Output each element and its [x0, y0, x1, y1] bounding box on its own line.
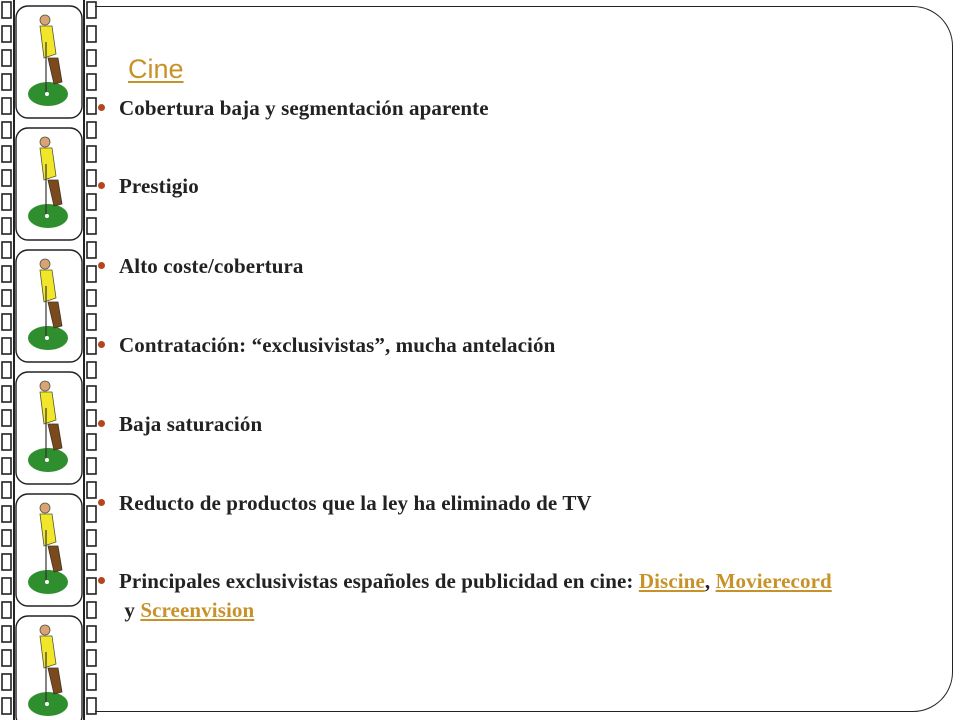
separator: ,: [704, 569, 711, 593]
bullet-marker: [98, 262, 105, 269]
bullet-item: [98, 252, 304, 281]
bullet-text: Prestigio: [119, 174, 199, 198]
bullet-text: [119, 567, 949, 625]
bullet-item: [98, 94, 489, 123]
screenvision-link[interactable]: Screenvision: [140, 598, 255, 622]
bullet-text: Baja saturación: [119, 412, 263, 436]
golfer-icon: [16, 250, 82, 362]
bullet-text: Cobertura baja y segmentación aparente: [119, 96, 489, 120]
bullet-marker: [98, 341, 105, 348]
bullet-item: [98, 410, 262, 439]
bullet-marker: [98, 499, 105, 506]
bullet-text-prefix: Principales exclusivistas españoles de publicidad en cine:: [119, 569, 639, 593]
bullet-item: [98, 172, 199, 201]
bullet-item: [98, 489, 592, 518]
bullet-text: Alto coste/cobertura: [119, 254, 304, 278]
golfer-icon: [16, 494, 82, 606]
golfer-icon: [16, 128, 82, 240]
discine-link[interactable]: Discine: [638, 569, 705, 593]
bullet-item: [98, 567, 949, 625]
bullet-marker: [98, 420, 105, 427]
bullet-item: [98, 331, 555, 360]
movierecord-link[interactable]: Movierecord: [715, 569, 832, 593]
golfer-icon: [16, 6, 82, 118]
slide-title[interactable]: Cine: [128, 54, 184, 84]
golfer-icon: [16, 372, 82, 484]
bullet-marker: [98, 182, 105, 189]
bullet-text: Contratación: “exclusivistas”, mucha antelación: [119, 333, 556, 357]
bullet-marker: [98, 577, 105, 584]
filmstrip-decoration: [0, 0, 100, 720]
bullet-marker: [98, 104, 105, 111]
bullet-text: Reducto de productos que la ley ha eliminado de TV: [119, 491, 592, 515]
separator: y: [119, 598, 141, 622]
golfer-icon: [16, 616, 82, 720]
